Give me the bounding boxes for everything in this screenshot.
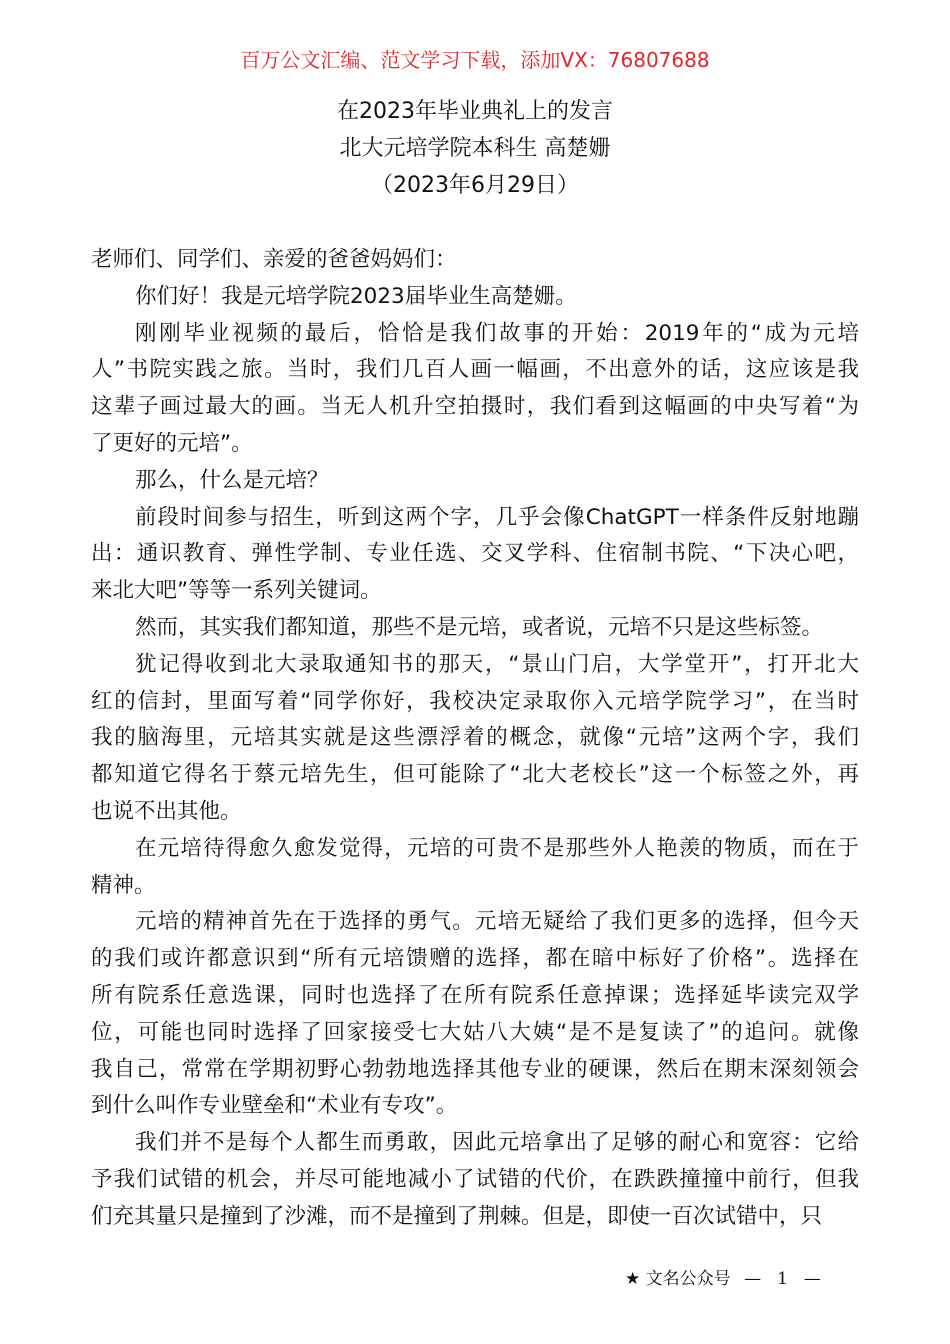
paragraph-line: 予我们试错的机会，并尽可能地减小了试错的代价，在跌跌撞撞中前行，但我 xyxy=(91,1166,859,1192)
page-number-dash-left: — xyxy=(744,1269,762,1289)
paragraph-line: 那么，什么是元培？ xyxy=(135,467,329,493)
paragraph-line: 都知道它得名于蔡元培先生，但可能除了“北大老校长”这一个标签之外，再 xyxy=(91,762,859,788)
document-date: （2023年6月29日） xyxy=(371,173,579,198)
paragraph xyxy=(91,647,859,831)
paragraph-line: 也说不出其他。 xyxy=(91,798,242,824)
paragraph-line: 来北大吧”等等一系列关键词。 xyxy=(91,578,382,604)
paragraph xyxy=(91,463,859,500)
paragraph-line: 精神。 xyxy=(91,872,156,898)
paragraph-line: 所有院系任意选课，同时也选择了在所有院系任意掉课；选择延毕读完双学 xyxy=(91,982,859,1008)
watermark-banner: 百万公文汇编、范文学习下载，添加VX：76807688 xyxy=(240,48,710,72)
paragraph xyxy=(91,242,859,279)
page-number: 1 xyxy=(777,1269,788,1289)
paragraph-line: 我们并不是每个人都生而勇敢，因此元培拿出了足够的耐心和宽容：它给 xyxy=(135,1130,859,1156)
paragraph-line: 犹记得收到北大录取通知书的那天，“景山门启，大学堂开”，打开北大 xyxy=(135,651,859,677)
paragraph-line: 红的信封，里面写着“同学你好，我校决定录取你入元培学院学习”，在当时 xyxy=(91,688,859,714)
document-body xyxy=(91,242,859,1236)
paragraph-line: 你们好！我是元培学院2023届毕业生高楚姗。 xyxy=(135,283,577,309)
paragraph-line: 出：通识教育、弹性学制、专业任选、交叉学科、住宿制书院、“下决心吧， xyxy=(91,541,859,567)
paragraph-line: 前段时间参与招生，听到这两个字，几乎会像ChatGPT一样条件反射地蹦 xyxy=(135,504,859,530)
paragraph-line: 位，可能也同时选择了回家接受七大姑八大姨“是不是复读了”的追问。就像 xyxy=(91,1019,859,1045)
paragraph-line: 到什么叫作专业壁垒和“术业有专攻”。 xyxy=(91,1093,458,1119)
paragraph-line: 老师们、同学们、亲爱的爸爸妈妈们： xyxy=(91,247,457,272)
page-footer xyxy=(625,1266,829,1292)
paragraph xyxy=(91,1125,859,1235)
paragraph-line: 了更好的元培”。 xyxy=(91,430,253,456)
paragraph-line: 人”书院实践之旅。当时，我们几百人画一幅画，不出意外的话，这应该是我 xyxy=(91,357,859,383)
paragraph xyxy=(91,831,859,905)
paragraph-line: 然而，其实我们都知道，那些不是元培，或者说，元培不只是这些标签。 xyxy=(135,614,824,640)
paragraph-line: 这辈子画过最大的画。当无人机升空拍摄时，我们看到这幅画的中央写着“为 xyxy=(91,394,859,420)
document-author: 北大元培学院本科生 高楚姗 xyxy=(339,136,611,161)
page-number-dash-right: — xyxy=(803,1269,821,1289)
paragraph xyxy=(91,500,859,610)
document-title: 在2023年毕业典礼上的发言 xyxy=(337,99,613,124)
footer-source: 文名公众号 xyxy=(645,1269,731,1289)
paragraph-line: 刚刚毕业视频的最后，恰恰是我们故事的开始：2019年的“成为元培 xyxy=(135,320,859,346)
paragraph-line: 元培的精神首先在于选择的勇气。元培无疑给了我们更多的选择，但今天 xyxy=(135,909,859,935)
paragraph xyxy=(91,279,859,316)
paragraph xyxy=(91,610,859,647)
star-icon: ★ xyxy=(625,1269,641,1289)
paragraph-line: 的我们或许都意识到“所有元培馈赠的选择，都在暗中标好了价格”。选择在 xyxy=(91,946,859,972)
paragraph-line: 我自己，常常在学期初野心勃勃地选择其他专业的硬课，然后在期末深刻领会 xyxy=(91,1056,859,1082)
paragraph xyxy=(91,904,859,1125)
paragraph-line: 们充其量只是撞到了沙滩，而不是撞到了荆棘。但是，即使一百次试错中，只 xyxy=(91,1203,823,1229)
paragraph-line: 我的脑海里，元培其实就是这些漂浮着的概念，就像“元培”这两个字，我们 xyxy=(91,725,859,751)
paragraph-line: 在元培待得愈久愈发觉得，元培的可贵不是那些外人艳羡的物质，而在于 xyxy=(135,835,859,861)
paragraph xyxy=(91,316,859,463)
